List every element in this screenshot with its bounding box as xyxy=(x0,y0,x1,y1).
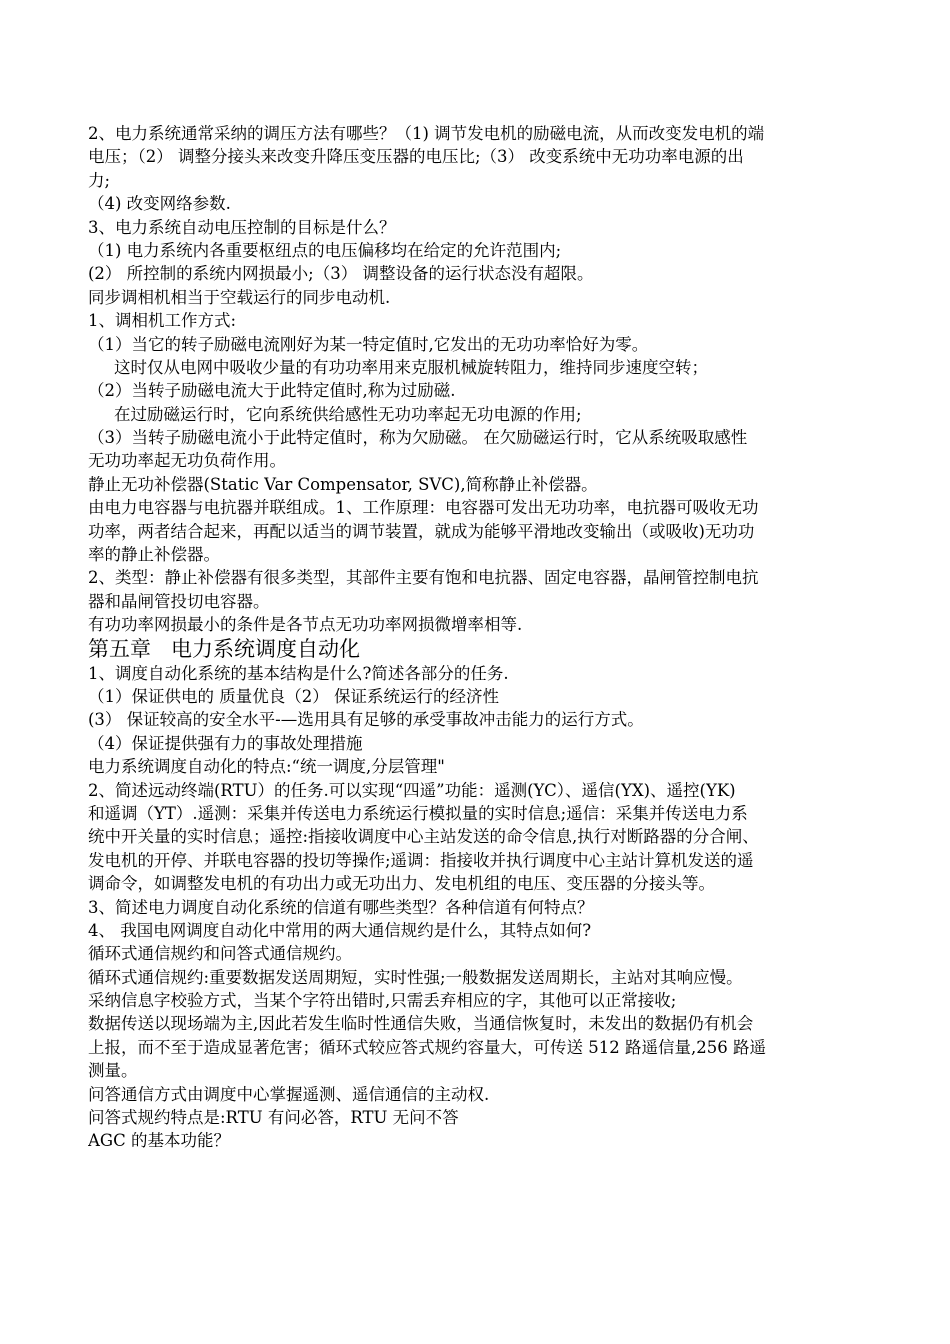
section-question: 3、电力系统自动电压控制的目标是什么？ xyxy=(88,217,396,237)
section-question: 1、调度自动化系统的基本结构是什么?简述各部分的任务. xyxy=(88,663,509,683)
text-line: 发电机的开停、并联电容器的投切等操作;遥调：指接收并执行调度中心主站计算机发送的遥 xyxy=(88,850,754,870)
text-line: 静止无功补偿器(Static Var Compensator, SVC),简称静止补偿器。 xyxy=(88,474,598,494)
text-line: （2）当转子励磁电流大于此特定值时,称为过励磁. xyxy=(88,381,456,401)
text-line: 功率，两者结合起来，再配以适当的调节装置，就成为能够平滑地改变输出（或吸收)无功功 xyxy=(88,521,755,541)
text-line: 电压；（2） 调整分接头来改变升降压变压器的电压比;（3） 改变系统中无功功率电源的出 xyxy=(88,147,744,167)
text-line: 测量。 xyxy=(88,1061,138,1081)
text-line: 由电力电容器与电抗器并联组成。1、工作原理：电容器可发出无功功率，电抗器可吸收无功 xyxy=(88,498,759,518)
text-line: 循环式通信规约:重要数据发送周期短，实时性强;一般数据发送周期长，主站对其响应慢。 xyxy=(88,967,743,987)
text-line: 问答式规约特点是:RTU 有问必答，RTU 无问不答 xyxy=(88,1108,459,1128)
text-line: 数据传送以现场端为主,因此若发生临时性通信失败，当通信恢复时，未发出的数据仍有机会 xyxy=(88,1014,754,1034)
text-line: (3） 保证较高的安全水平-—选用具有足够的承受事故冲击能力的运行方式。 xyxy=(88,710,644,730)
text-line: (2） 所控制的系统内网损最小;（3） 调整设备的运行状态没有超限。 xyxy=(88,264,594,284)
section-question: AGC 的基本功能？ xyxy=(88,1131,230,1151)
text-line: 率的静止补偿器。 xyxy=(88,545,220,565)
text-line: （1）当它的转子励磁电流刚好为某一特定值时,它发出的无功功率恰好为零。 xyxy=(88,334,649,354)
document-body xyxy=(88,122,868,1153)
text-line: 循环式通信规约和问答式通信规约。 xyxy=(88,944,352,964)
section-question: 4、 我国电网调度自动化中常用的两大通信规约是什么，其特点如何? xyxy=(88,920,592,940)
text-line: 同步调相机相当于空载运行的同步电动机. xyxy=(88,287,391,307)
chapter-heading: 第五章 电力系统调度自动化 xyxy=(88,636,361,661)
text-line: （1) 电力系统内各重要枢纽点的电压偏移均在给定的允许范围内; xyxy=(88,240,562,260)
text-line: 采纳信息字校验方式，当某个字符出错时,只需丢弃相应的字，其他可以正常接收; xyxy=(88,991,677,1011)
text-line: 在过励磁运行时，它向系统供给感性无功功率起无功电源的作用; xyxy=(114,404,582,424)
text-line: 调命令，如调整发电机的有功出力或无功出力、发电机组的电压、变压器的分接头等。 xyxy=(88,874,715,894)
text-line: 上报，而不至于造成显著危害；循环式较应答式规约容量大，可传送 512 路遥信量,256 路遥 xyxy=(88,1037,766,1057)
text-line: （1）保证供电的 质量优良（2） 保证系统运行的经济性 xyxy=(88,686,499,706)
text-line: 力; xyxy=(88,170,111,190)
section-question: 3、简述电力调度自动化系统的信道有哪些类型？各种信道有何特点？ xyxy=(88,897,594,917)
text-line: （4) 改变网络参数. xyxy=(88,194,231,214)
text-line: 电力系统调度自动化的特点:“统一调度,分层管理" xyxy=(88,757,445,777)
text-line: 2、电力系统通常采纳的调压方法有哪些？（1) 调节发电机的励磁电流，从而改变发电机的端 xyxy=(88,124,765,143)
text-line: 问答通信方式由调度中心掌握遥测、遥信通信的主动权. xyxy=(88,1084,490,1104)
text-line: 1、调相机工作方式: xyxy=(88,311,237,331)
text-line: 器和晶闸管投切电容器。 xyxy=(88,591,270,611)
text-line: 有功功率网损最小的条件是各节点无功功率网损微增率相等. xyxy=(88,615,523,635)
text-line: 无功功率起无功负荷作用。 xyxy=(88,451,286,471)
text-line: 2、类型：静止补偿器有很多类型，其部件主要有饱和电抗器、固定电容器，晶闸管控制电抗 xyxy=(88,568,759,588)
section-question: 2、简述远动终端(RTU）的任务.可以实现“四遥”功能：遥测(YC）、遥信(YX)、遥控(YK) xyxy=(88,780,736,800)
text-line: （4）保证提供强有力的事故处理措施 xyxy=(88,733,363,753)
text-line: （3）当转子励磁电流小于此特定值时，称为欠励磁。 在欠励磁运行时，它从系统吸取感性 xyxy=(88,428,748,448)
text-line: 这时仅从电网中吸收少量的有功功率用来克服机械旋转阻力，维持同步速度空转； xyxy=(114,357,708,377)
text-line: 统中开关量的实时信息；遥控:指接收调度中心主站发送的命令信息,执行对断路器的分合闸、 xyxy=(88,827,759,847)
text-line: 和遥调（YT）.遥测：采集并传送电力系统运行模拟量的实时信息;遥信：采集并传送电力系 xyxy=(88,803,748,823)
